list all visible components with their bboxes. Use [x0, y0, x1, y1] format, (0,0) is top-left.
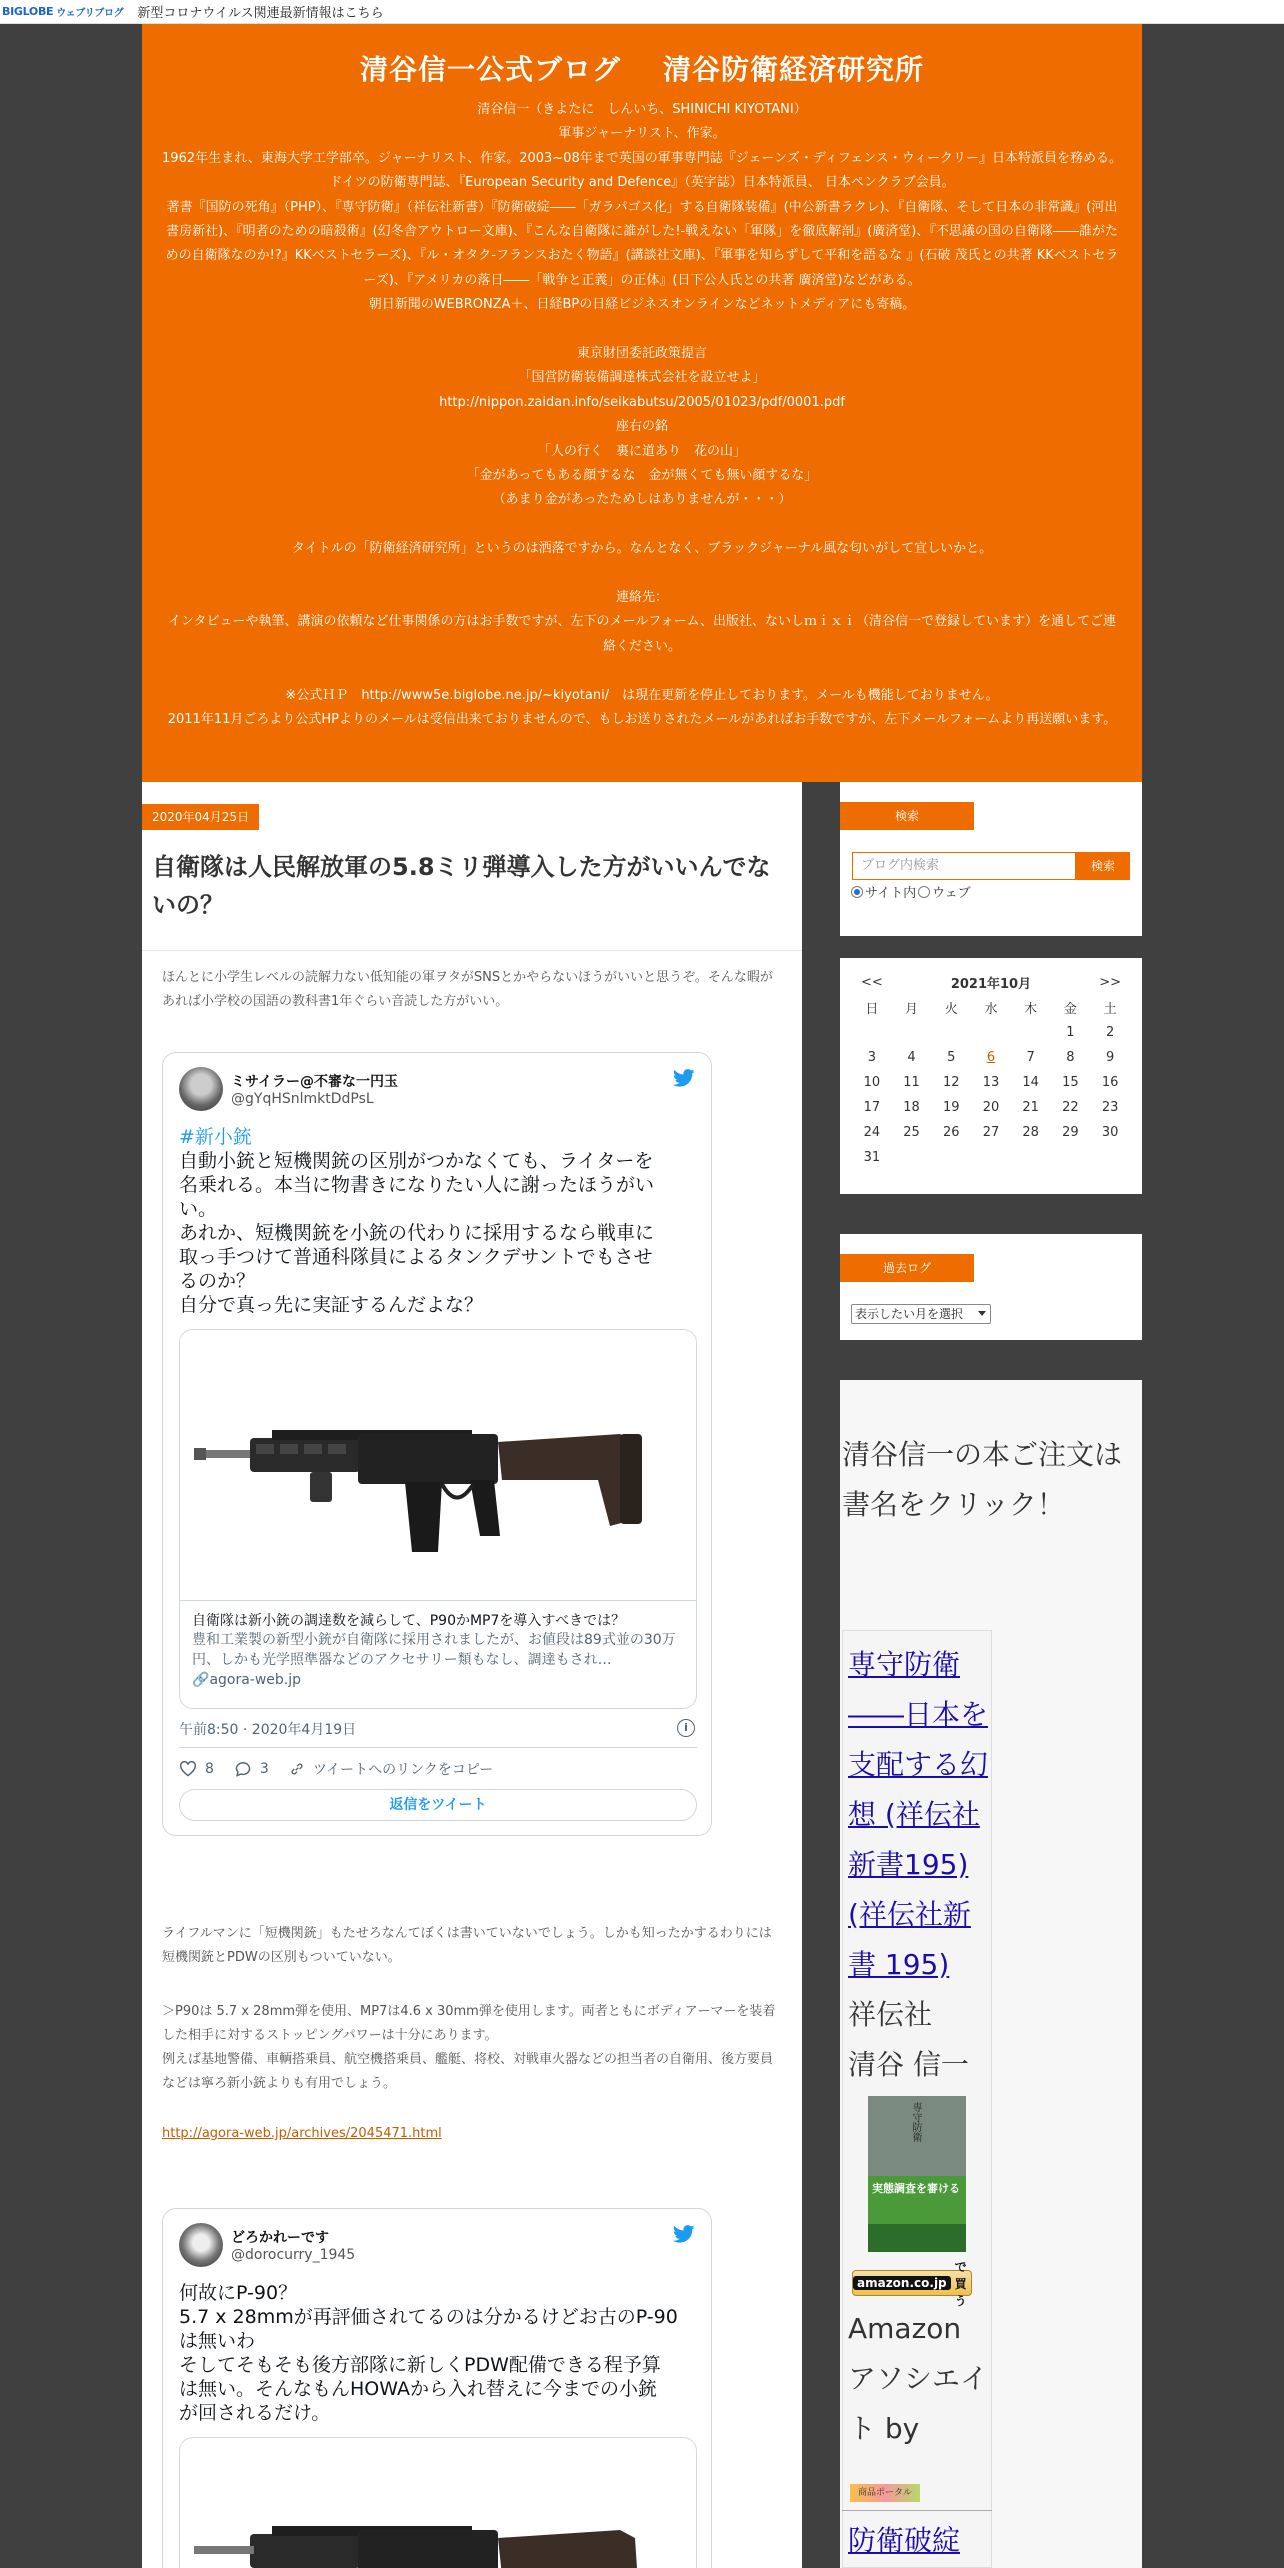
desc-line: 座右の銘: [615, 419, 668, 435]
desc-line: 1962年生まれ、東海大学工学部卒。ジャーナリスト、作家。2003~08年まで英国の軍事専門誌『ジェーンズ・ディフェンス・ウィークリー』日本特派員を務める。ドイツの防衛専門誌、『European Security and Defence』（英字誌）日本特派員、 日本ペンクラブ会員。: [162, 150, 1122, 191]
weekday: 木: [1024, 1002, 1038, 1017]
desc-line: インタビューや執筆、講演の依頼など仕事関係の方はお手数ですが、左下のメールフォーム、出版社、ないしｍｉｘｉ（清谷信一で登録しています）を通してご連絡ください。: [168, 614, 1116, 654]
calendar-day: [1011, 1145, 1051, 1170]
quote-line: 例えば基地警備、車輌搭乗員、航空機搭乗員、艦艇、将校、対戦車火器などの担当者の自衛用、後方要員などは寧ろ新小銃よりも有用でしょう。: [162, 2052, 774, 2091]
calendar-day: 10: [863, 1075, 881, 1090]
avatar[interactable]: [179, 2223, 223, 2267]
post-link-line: [162, 2122, 782, 2146]
link-card[interactable]: [179, 2437, 697, 2568]
calendar-day: [892, 1020, 932, 1045]
post-paragraph: [162, 2000, 782, 2096]
tweet-line: 取っ手つけて普通科隊員によるタンクデサントでもさせ: [179, 1246, 653, 1268]
twitter-bird-icon[interactable]: [673, 1069, 695, 1087]
calendar-week: [852, 1045, 1130, 1070]
tweet-line: 自分で真っ先に実証するんだよな？: [179, 1294, 484, 1316]
radio-web-label: ウェブ: [932, 886, 971, 901]
search-scope: [851, 882, 971, 901]
comment-icon: [234, 1761, 252, 1777]
radio-site[interactable]: [851, 886, 863, 898]
hashtag-link[interactable]: #新小銃: [179, 1126, 252, 1148]
tweet-text: [179, 2281, 699, 2425]
calendar-day-link[interactable]: 6: [986, 1050, 996, 1065]
calendar-day: 7: [1026, 1050, 1035, 1065]
calendar-day: [971, 1145, 1011, 1170]
tweet-divider: [179, 1747, 697, 1748]
archive-month-select[interactable]: [851, 1304, 991, 1324]
book-author: 清谷 信一: [848, 2048, 969, 2081]
desc-line: タイトルの「防衛経済研究所」というのは洒落ですから。なんとなく、ブラックジャーナル風な匂いがして宜しいかと。: [291, 541, 993, 557]
calendar-week: [852, 1020, 1130, 1045]
calendar-next[interactable]: >>: [1099, 975, 1121, 990]
calendar-day: [931, 1145, 971, 1170]
amazon-buy-label: で買う: [954, 2259, 967, 2308]
book-cover-title: 専守防衛: [910, 2102, 921, 2142]
weekday: 金: [1063, 1002, 1077, 1017]
copy-link-button[interactable]: [289, 1759, 493, 1779]
radio-site-label: サイト内: [865, 886, 917, 901]
calendar-day: [1051, 1145, 1091, 1170]
calendar-day: 17: [863, 1100, 881, 1115]
card-title[interactable]: 自衛隊は新小銃の調達数を減らして、P90かMP7を導入すべきでは？: [192, 1613, 626, 1629]
desc-line: 朝日新聞のWEBRONZA＋、日経BPの日経ビジネスオンラインなどネットメディアにも寄稿。: [368, 297, 916, 313]
calendar-day: 16: [1101, 1075, 1119, 1090]
calendar-day: 11: [903, 1075, 920, 1090]
search-widget-head: 検索: [840, 802, 974, 830]
card-domain[interactable]: [192, 1672, 301, 1688]
tweet-actions: [179, 1759, 513, 1779]
calendar-day: 9: [1105, 1050, 1115, 1065]
tweet-author-handle[interactable]: @gYqHSnlmktDdPsL: [231, 1091, 374, 1107]
calendar-day: 20: [982, 1100, 1000, 1115]
books-title: 清谷信一の本ご注文は書名をクリック！: [842, 1438, 1123, 1521]
calendar-day: 5: [947, 1050, 956, 1065]
calendar-week: [852, 1145, 1130, 1170]
calendar-day: 23: [1101, 1100, 1119, 1115]
calendar: [852, 970, 1130, 1170]
tweet-line: が回されるだけ。: [179, 2402, 331, 2424]
rifle-image: [180, 2438, 697, 2568]
rifle-image: [180, 1330, 697, 1600]
copy-link-label: ツイートへのリンクをコピー: [312, 1762, 494, 1778]
title-divider: [142, 950, 802, 951]
calendar-prev[interactable]: <<: [860, 975, 883, 990]
calendar-weekdays: [852, 995, 1130, 1020]
amazon-buy-button[interactable]: [852, 2259, 972, 2308]
calendar-day: [931, 1020, 971, 1045]
card-divider: [180, 1600, 697, 1601]
book-cover-band: 実態調査を審ける: [872, 2182, 960, 2195]
link-icon: 🔗: [192, 1672, 210, 1688]
calendar-day: 29: [1062, 1125, 1079, 1140]
tweet-author-name[interactable]: ミサイラー@不審な一円玉: [231, 1074, 399, 1090]
calendar-day: 4: [907, 1050, 916, 1065]
calendar-month: 2021年10月: [950, 977, 1032, 992]
blog-title-left: 清谷信一公式ブログ: [359, 53, 621, 86]
logo-sub: ウェブリブログ: [56, 8, 124, 19]
post-paragraph: ライフルマンに「短機関銃」もたせろなんてぼくは書いていないでしょう。しかも知ったかするわりには短機関銃とPDWの区別もついていない。: [162, 1926, 772, 1965]
weekday: 日: [865, 1002, 879, 1017]
calendar-day: 3: [867, 1050, 876, 1065]
calendar-day: [1011, 1020, 1051, 1045]
tweet-line: 名乗れる。本当に物書きになりたい人に謝ったほうがい: [179, 1174, 655, 1196]
amazon-associate-text: Amazonアソシエイト by: [848, 2312, 989, 2445]
next-book-link[interactable]: 防衛破綻: [848, 2524, 961, 2557]
blog-description: [142, 98, 1142, 733]
tweet-timestamp[interactable]: 午前8:50 · 2020年4月19日: [179, 1722, 357, 1738]
calendar-day: 30: [1101, 1125, 1119, 1140]
desc-line: 「国営防衛装備調達株式会社を設立せよ」: [518, 370, 766, 386]
calendar-day: [892, 1145, 932, 1170]
calendar-week: [852, 1120, 1130, 1145]
desc-line: [162, 318, 1122, 342]
biglobe-logo[interactable]: [2, 4, 123, 19]
archive-widget: [840, 1234, 1142, 1340]
blog-search-input[interactable]: ブログ内検索: [852, 852, 1076, 880]
tweet-line: 自動小銃と短機関銃の区別がつかなくても、ライターを: [179, 1150, 654, 1172]
card-domain-text: agora-web.jp: [209, 1672, 302, 1688]
post-date-badge: 2020年04月25日: [142, 804, 259, 830]
tweet-author-handle[interactable]: @dorocurry_1945: [231, 2247, 356, 2263]
blog-title[interactable]: [142, 48, 1142, 88]
agora-article-link[interactable]: http://agora-web.jp/archives/2045471.html: [162, 2126, 442, 2141]
calendar-day: 26: [942, 1125, 960, 1140]
desc-line: 東京財団委託政策提言: [576, 346, 707, 362]
desc-line: ※公式ＨＰ http://www5e.biglobe.ne.jp/~kiyotani/ は現在更新を停止しております。メールも機能しておりません。: [285, 687, 999, 703]
calendar-day: 18: [903, 1100, 920, 1115]
calendar-day: 27: [982, 1125, 1000, 1140]
calendar-day: 21: [1022, 1100, 1039, 1115]
book-publisher: 祥伝社: [848, 1998, 933, 2031]
heart-icon: [179, 1761, 197, 1777]
tweet-line: は無い。そんなもんHOWAから入れ替えに今までの小銃: [179, 2378, 657, 2400]
link-icon: [289, 1761, 305, 1777]
avatar[interactable]: [179, 1067, 223, 1111]
calendar-week: [852, 1095, 1130, 1120]
logo-main: BIGLOBE: [2, 5, 54, 18]
weekday: 火: [944, 1002, 958, 1017]
tweet-author[interactable]: [179, 1067, 398, 1111]
tweet-line: 5.7 x 28mmが再評価されてるのは分かるけどお古のP-90: [179, 2306, 678, 2328]
calendar-day: 19: [942, 1100, 960, 1115]
tweet-line: るのか？: [179, 1270, 256, 1292]
reply-count-button[interactable]: [234, 1761, 269, 1777]
calendar-day: 31: [863, 1150, 881, 1165]
calendar-day: [971, 1020, 1011, 1045]
embedded-tweet[interactable]: [162, 1052, 712, 1836]
link-card[interactable]: [179, 1329, 697, 1709]
calendar-day: 25: [903, 1125, 920, 1140]
twitter-bird-icon[interactable]: [673, 2225, 695, 2243]
calendar-day: [852, 1020, 892, 1045]
blog-title-right: 清谷防衛経済研究所: [663, 53, 925, 86]
book-title-link[interactable]: 専守防衛――日本を支配する幻想 (祥伝社新書195) (祥伝社新書 195): [848, 1648, 989, 1981]
tweet-line: い。: [179, 1198, 218, 1220]
calendar-day: 12: [942, 1075, 960, 1090]
card-image[interactable]: [180, 1330, 697, 1600]
desc-line: http://nippon.zaidan.info/seikabutsu/2005/01023/pdf/0001.pdf: [439, 394, 845, 410]
blog-header: [142, 24, 1142, 782]
weekday: 土: [1103, 1002, 1117, 1017]
chevron-down-icon: [978, 1311, 986, 1316]
reply-tweet-button[interactable]: 返信をツイート: [179, 1789, 697, 1821]
calendar-week: [852, 1070, 1130, 1095]
reply-count: 3: [259, 1761, 269, 1777]
calendar-day: 1: [1066, 1025, 1075, 1040]
desc-line: 著書『国防の死角』（PHP）、『専守防衛』（祥伝社新書）『防衛破綻――「ガラパゴス化」する自衛隊装備』(中公新書ラクレ)、『自衛隊、そして日本の非常識』(河出書房新社)、『明者のための暗殺術』(幻冬舎アウトロー文庫)、『こんな自衛隊に誰がした!-戦えない「軍隊」を徹底解剖』(廣済堂)、『不思議の国の自衛隊――誰がための自衛隊なのか!?』KKベストセラーズ)、『ル・オタク-フランスおたく物語』(講談社文庫)、『軍事を知らずして平和を語るな 』(石破 茂氏との共著 KKベストセラーズ)、『アメリカの落日――「戦争と正義」の正体』(日下公人氏との共著 廣済堂)などがある。: [165, 199, 1119, 288]
radio-web[interactable]: [918, 886, 930, 898]
calendar-day: 2: [1105, 1025, 1115, 1040]
calendar-day: 8: [1066, 1050, 1075, 1065]
desc-line: [162, 659, 1122, 683]
card-description: 豊和工業製の新型小銃が自衛隊に採用されましたが、お値段は89式並の30万円、しかも光学照準器などのアクセサリー類もなし、調達もされ…: [192, 1632, 676, 1668]
calendar-day: 22: [1062, 1100, 1079, 1115]
desc-line: [162, 562, 1122, 586]
desc-line: （あまり金があったためしはありませんが・・・）: [492, 492, 792, 508]
covid-info-link[interactable]: 新型コロナウイルス関連最新情報はこちら: [137, 6, 384, 21]
desc-line: [162, 513, 1122, 537]
calendar-day: 24: [863, 1125, 881, 1140]
top-bar: [0, 0, 1284, 24]
desc-line: 「金があってもある顔するな 金が無くても無い顔するな」: [466, 468, 818, 484]
post-intro: ほんとに小学生レベルの読解力ない低知能の軍ヲタがSNSとかやらないほうがいいと思うぞ。そんな暇があれば小学校の国語の教科書1年ぐらい音読した方がいい。: [162, 970, 773, 1009]
tweet-text: [179, 1125, 699, 1317]
product-portal-banner[interactable]: 商品ポータル: [850, 2484, 920, 2502]
desc-line: 連絡先：: [615, 590, 668, 606]
archive-select-label: 表示したい月を選択: [855, 1307, 964, 1321]
calendar-day: 14: [1022, 1075, 1039, 1090]
calendar-day: 28: [1022, 1125, 1039, 1140]
book-divider: [842, 2510, 992, 2511]
desc-line: 2011年11月ごろより公式HPよりのメールは受信出来ておりませんので、もしお送りされたメールがあればお手数ですが、左下メールフォームより再送願います。: [167, 712, 1117, 728]
info-icon[interactable]: i: [677, 1719, 695, 1737]
desc-line: 軍事ジャーナリスト、作家。: [558, 126, 726, 142]
amazon-logo: amazon.co.jp: [853, 2276, 951, 2290]
tweet-author-name[interactable]: どろかれーです: [231, 2230, 329, 2246]
quote-line: ＞P90は 5.7 x 28mm弾を使用、MP7は4.6 x 30mm弾を使用します。両者ともにボディアーマーを装着した相手に対するストッピングパワーは十分にあります。: [162, 2004, 776, 2043]
calendar-day: 15: [1062, 1075, 1079, 1090]
post-title[interactable]: 自衛隊は人民解放軍の5.8ミリ弾導入した方がいいんでないの？: [152, 853, 771, 919]
tweet-author[interactable]: [179, 2223, 355, 2267]
calendar-day: 13: [982, 1075, 1000, 1090]
archive-widget-head: 過去ログ: [840, 1254, 974, 1282]
like-count: 8: [205, 1761, 214, 1777]
tweet-line: あれか、短機関銃を小銃の代わりに採用するなら戦車に: [179, 1222, 655, 1244]
weekday: 月: [905, 1002, 919, 1017]
embedded-tweet[interactable]: [162, 2208, 712, 2568]
book-cover-image[interactable]: [868, 2096, 966, 2252]
desc-line: 清谷信一（きよたに しんいち、SHINICHI KIYOTANI）: [477, 102, 807, 117]
tweet-line: そしてそもそも後方部隊に新しくPDW配備できる程予算: [179, 2354, 661, 2376]
tweet-line: は無いわ: [179, 2330, 256, 2352]
tweet-line: 何故にP-90？: [179, 2282, 298, 2304]
search-button[interactable]: 検索: [1076, 852, 1130, 880]
desc-line: 「人の行く 裏に道あり 花の山」: [537, 443, 746, 459]
calendar-day: [1090, 1145, 1130, 1170]
like-button[interactable]: [179, 1761, 214, 1777]
weekday: 水: [984, 1002, 998, 1017]
